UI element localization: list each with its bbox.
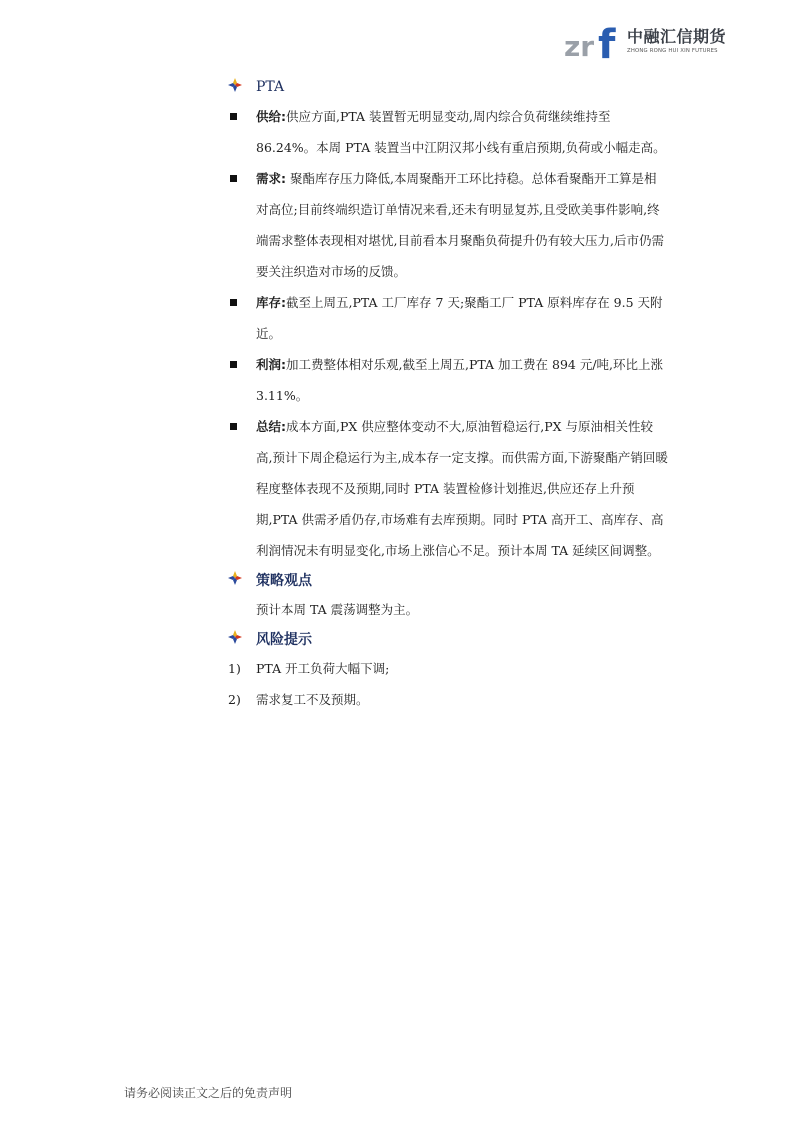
square-bullet-icon bbox=[230, 423, 237, 430]
bullet-inventory bbox=[228, 287, 668, 349]
diamond-bullet-icon bbox=[228, 630, 242, 644]
bullet-lead: 供给: bbox=[256, 109, 286, 124]
section-title: 风险提示 bbox=[256, 632, 312, 648]
report-content bbox=[228, 73, 668, 715]
diamond-bullet-icon bbox=[228, 78, 242, 92]
logo-english-name: ZHONG RONG HUI XIN FUTURES bbox=[627, 48, 718, 54]
square-bullet-icon bbox=[230, 299, 237, 306]
bullet-text: 供应方面,PTA 装置暂无明显变动,周内综合负荷继续维持至 86.24%。本周 PTA 装置当中江阴汉邦小线有重启预期,负荷或小幅走高。 bbox=[256, 109, 666, 155]
section-pta-heading bbox=[228, 73, 668, 101]
section-strategy-heading bbox=[228, 566, 668, 594]
risk-item bbox=[228, 684, 668, 715]
bullet-text: 加工费整体相对乐观,截至上周五,PTA 加工费在 894 元/吨,环比上涨 3.11%。 bbox=[256, 357, 664, 403]
bullet-lead: 利润: bbox=[256, 357, 286, 372]
section-risk-heading bbox=[228, 625, 668, 653]
risk-item-text: 需求复工不及预期。 bbox=[256, 692, 369, 707]
strategy-text: 预计本周 TA 震荡调整为主。 bbox=[256, 602, 419, 617]
zrf-logo-mark bbox=[562, 20, 624, 64]
svg-text:f: f bbox=[598, 22, 616, 64]
risk-item-number: 1) bbox=[228, 661, 241, 676]
section-title: PTA bbox=[256, 79, 285, 95]
risk-item-text: PTA 开工负荷大幅下调; bbox=[256, 661, 390, 676]
risk-item-number: 2) bbox=[228, 692, 241, 707]
logo-chinese-name: 中融汇信期货 bbox=[627, 27, 727, 46]
bullet-profit bbox=[228, 349, 668, 411]
bullet-lead: 需求: bbox=[256, 171, 286, 186]
bullet-demand bbox=[228, 163, 668, 287]
risk-item bbox=[228, 653, 668, 684]
bullet-text: 成本方面,PX 供应整体变动不大,原油暂稳运行,PX 与原油相关性较高,预计下周企稳运行为主,成本存一定支撑。而供需方面,下游聚酯产销回暖程度整体表现不及预期,同时 PTA 装置检修计划推迟,供应还存上升预期,PTA 供需矛盾仍存,市场难有去库预期。同时 PTA 高开工、高库存、高利润情况未有明显变化,市场上涨信心不足。预计本周 TA 延续区间调整。 bbox=[256, 419, 668, 558]
bullet-summary bbox=[228, 411, 668, 566]
bullet-lead: 库存: bbox=[256, 295, 286, 310]
square-bullet-icon bbox=[230, 175, 237, 182]
svg-text:zr: zr bbox=[564, 30, 595, 63]
disclaimer-footer: 请务必阅读正文之后的免责声明 bbox=[124, 1086, 293, 1100]
bullet-text: 截至上周五,PTA 工厂库存 7 天;聚酯工厂 PTA 原料库存在 9.5 天附近。 bbox=[256, 295, 663, 341]
bullet-supply bbox=[228, 101, 668, 163]
bullet-lead: 总结: bbox=[256, 419, 286, 434]
diamond-bullet-icon bbox=[228, 571, 242, 585]
section-title: 策略观点 bbox=[256, 573, 312, 589]
square-bullet-icon bbox=[230, 361, 237, 368]
square-bullet-icon bbox=[230, 113, 237, 120]
bullet-text: 聚酯库存压力降低,本周聚酯开工环比持稳。总体看聚酯开工算是相对高位;目前终端织造订单情况来看,还未有明显复苏,且受欧美事件影响,终端需求整体表现相对堪忧,目前看本月聚酯负荷提升仍有较大压力,后市仍需要关注织造对市场的反馈。 bbox=[256, 171, 664, 279]
company-logo bbox=[562, 20, 742, 64]
